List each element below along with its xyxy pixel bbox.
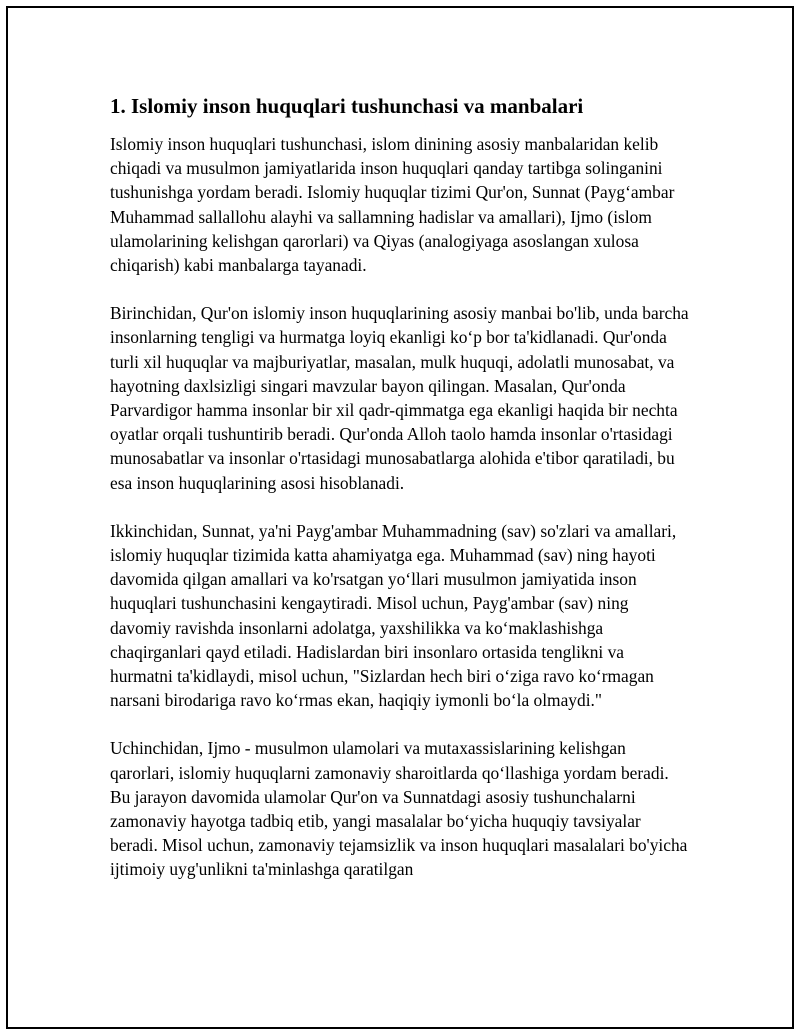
section-heading: 1. Islomiy inson huquqlari tushunchasi va manbalari	[110, 94, 584, 118]
paragraph-first-source-quran: Birinchidan, Qur'on islomiy inson huquqlarining asosiy manbai bo'lib, unda barcha insonlarning tengligi va hurmatga loyiq ekanligi ko‘p bor ta'kidlanadi. Qur'onda turli xil huquqlar va majburiyatlar, masalan, mulk huquqi, adolatli munosabat, va hayotning daxlsizligi singari mavzular bayon qilingan. Masalan, Qur'onda Parvardigor hamma insonlar bir xil qadr-qimmatga ega ekanligi haqida bir nechta oyatlar orqali tushuntirib beradi. Qur'onda Alloh taolo hamda insonlar o'rtasidagi munosabatlar va insonlar o'rtasidagi munosabatlarga alohida e'tibor qaratiladi, bu esa inson huquqlarining asosi hisoblanadi.	[110, 303, 689, 493]
paragraph-third-source-ijma: Uchinchidan, Ijmo - musulmon ulamolari va mutaxassislarining kelishgan qarorlari, islomiy huquqlarni zamonaviy sharoitlarda qo‘llashiga yordam beradi. Bu jarayon davomida ulamolar Qur'on va Sunnatdagi asosiy tushunchalarni zamonaviy hayotga tadbiq etib, yangi masalalar bo‘yicha huquqiy tavsiyalar beradi. Misol uchun, zamonaviy tejamsizlik va inson huquqlari masalalari bo'yicha ijtimoiy uyg'unlikni ta'minlashga qaratilgan	[110, 738, 688, 880]
paragraph-intro: Islomiy inson huquqlari tushunchasi, islom dinining asosiy manbalaridan kelib chiqadi va musulmon jamiyatlarida inson huquqlari qanday tartibga solinganini tushunishga yordam beradi. Islomiy huquqlar tizimi Qur'on, Sunnat (Payg‘ambar Muhammad sallallohu alayhi va sallamning hadislar va amallari), Ijmo (islom ulamolarining kelishgan qarorlari) va Qiyas (analogiyaga asoslangan xulosa chiqarish) kabi manbalarga tayanadi.	[110, 134, 675, 276]
paragraph-second-source-sunnah: Ikkinchidan, Sunnat, ya'ni Payg'ambar Muhammadning (sav) so'zlari va amallari, islomiy huquqlar tizimida katta ahamiyatga ega. Muhammad (sav) ning hayoti davomida qilgan amallari va ko'rsatgan yo‘llari musulmon jamiyatida inson huquqlari tushunchasini kengaytiradi. Misol uchun, Payg'ambar (sav) ning davomiy ravishda insonlarni adolatga, yaxshilikka va ko‘maklashishga chaqirganlari qayd etiladi. Hadislardan biri insonlaro ortasida tenglikni va hurmatni ta'kidlaydi, misol uchun, "Sizlardan hech biri o‘ziga ravo ko‘rmagan narsani birodariga ravo ko‘rmas ekan, haqiqiy iymonli bo‘la olmaydi."	[110, 520, 677, 711]
document-body	[110, 90, 690, 906]
